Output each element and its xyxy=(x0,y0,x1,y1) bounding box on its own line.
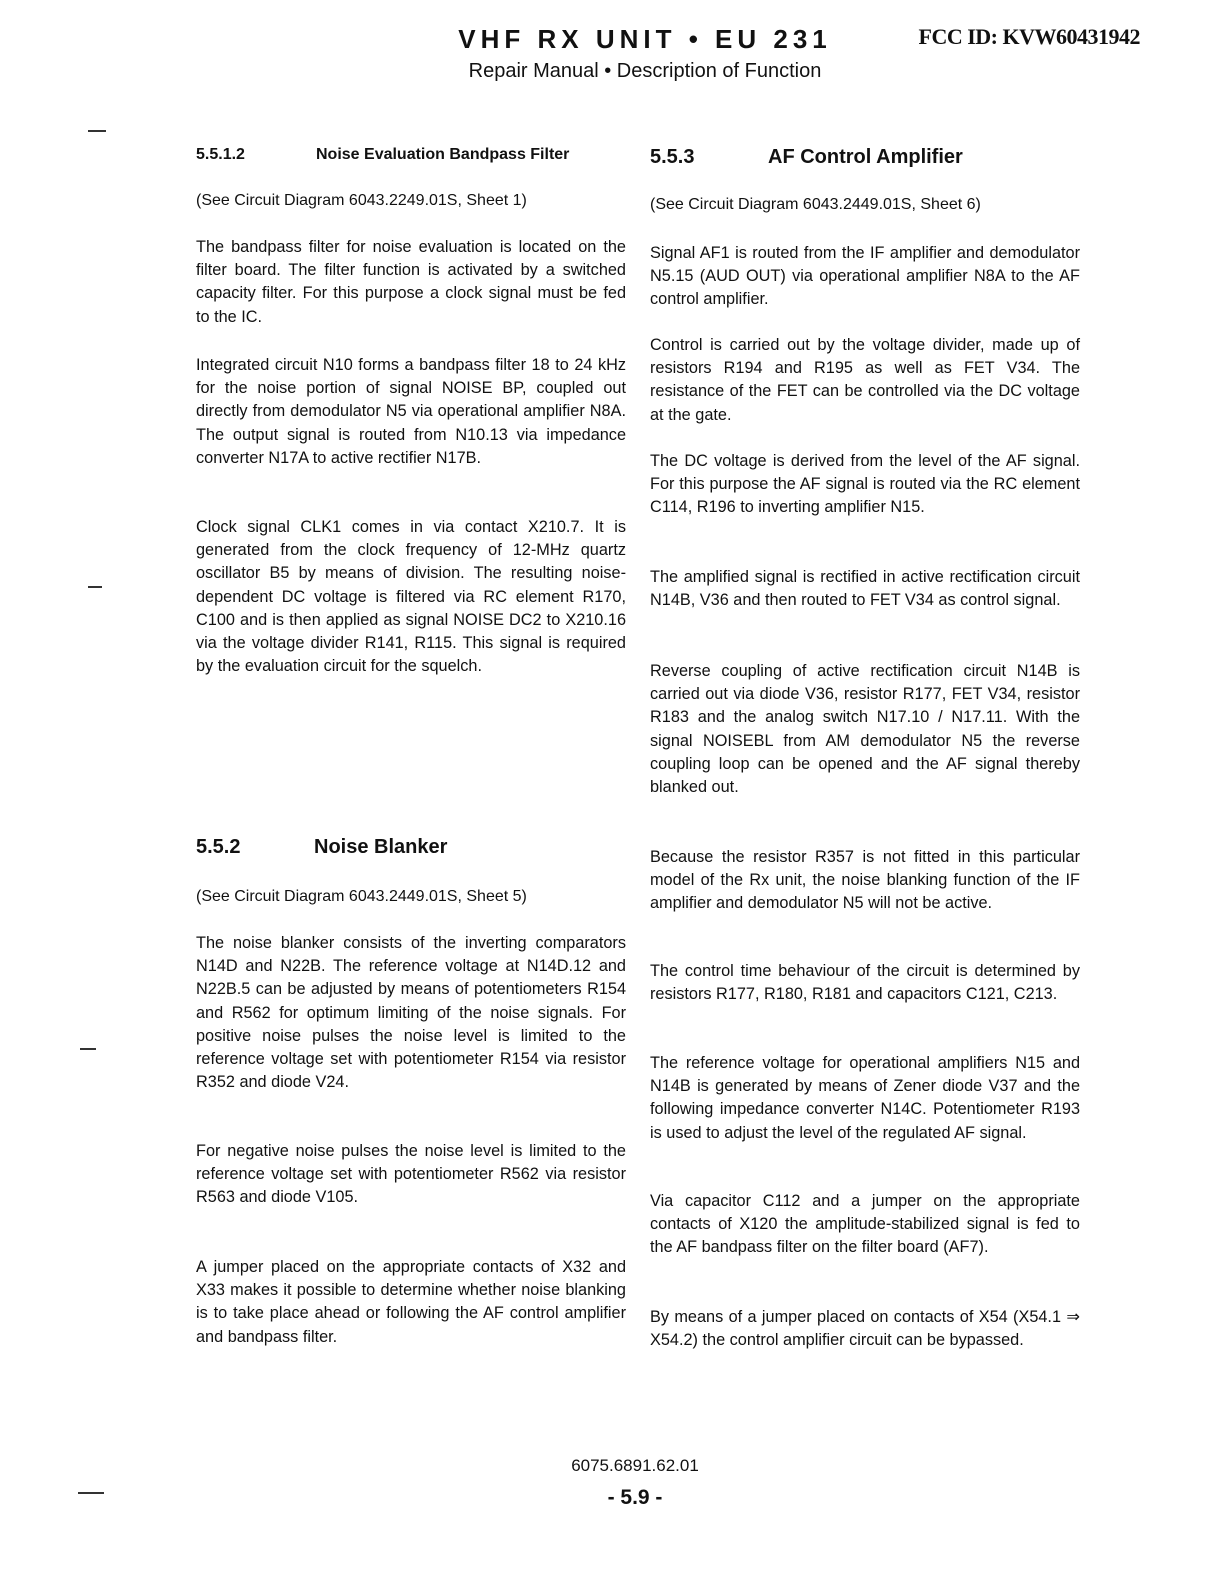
paragraph xyxy=(650,846,1080,916)
paragraph xyxy=(650,1190,1080,1260)
section-title: Noise Blanker xyxy=(314,836,448,858)
paragraph xyxy=(196,354,626,470)
paragraph-text: Reverse coupling of active rectification circuit N14B is carried out via diode V36, resistor R177, FET V34, resistor R183 and the analog switch N17.10 / N17.11. With the signal NOISEBL from AM demodulator N5 the reverse coupling loop can be opened and the AF signal thereby blanked out. xyxy=(650,662,1080,797)
page-number: - 5.9 - xyxy=(607,1486,663,1509)
paragraph-text: Control is carried out by the voltage divider, made up of resistors R194 and R195 as well as FET V34. The resistance of the FET can be controlled via the DC voltage at the gate. xyxy=(650,336,1080,424)
circuit-diagram-reference: (See Circuit Diagram 6043.2449.01S, Sheet 5) xyxy=(196,888,527,905)
section-552-heading xyxy=(196,836,626,859)
section-title: AF Control Amplifier xyxy=(768,146,963,168)
paragraph-text: The amplified signal is rectified in active rectification circuit N14B, V36 and then routed to FET V34 as control signal. xyxy=(650,568,1080,610)
circuit-diagram-reference: (See Circuit Diagram 6043.2249.01S, Sheet 1) xyxy=(196,192,527,209)
paragraph xyxy=(196,516,626,678)
section-number: 5.5.3 xyxy=(650,146,695,168)
section-5512-heading xyxy=(196,146,626,164)
scan-mark xyxy=(80,1048,96,1050)
section-title: Noise Evaluation Bandpass Filter xyxy=(316,146,570,163)
paragraph xyxy=(650,1306,1080,1352)
scan-mark xyxy=(88,130,106,132)
scan-mark xyxy=(88,586,102,588)
paragraph xyxy=(196,236,626,329)
paragraph xyxy=(650,242,1080,312)
paragraph-text: The DC voltage is derived from the level of the AF signal. For this purpose the AF signal is routed via the RC element C114, R196 to inverting amplifier N15. xyxy=(650,452,1080,517)
paragraph xyxy=(196,932,626,1094)
paragraph xyxy=(196,1140,626,1210)
paragraph-text: The bandpass filter for noise evaluation is located on the filter board. The filter function is activated by a switched capacity filter. For this purpose a clock signal must be fed to the IC. xyxy=(196,238,626,326)
section-553-heading xyxy=(650,146,1080,169)
paragraph xyxy=(650,566,1080,612)
paragraph xyxy=(650,334,1080,427)
paragraph-text: A jumper placed on the appropriate contacts of X32 and X33 makes it possible to determine whether noise blanking is to take place ahead or following the AF control amplifier and bandpass filter. xyxy=(196,1258,626,1346)
paragraph xyxy=(650,1052,1080,1145)
paragraph-text: By means of a jumper placed on contacts of X54 (X54.1 ⇒ X54.2) the control amplifier circuit can be bypassed. xyxy=(650,1308,1080,1350)
paragraph-text: For negative noise pulses the noise level is limited to the reference voltage set with potentiometer R562 via resistor R563 and diode V105. xyxy=(196,1142,626,1207)
section-number: 5.5.2 xyxy=(196,836,241,858)
paragraph xyxy=(196,1256,626,1349)
document-subtitle: Repair Manual • Description of Function xyxy=(468,60,822,82)
paragraph-text: Via capacitor C112 and a jumper on the appropriate contacts of X120 the amplitude-stabilized signal is fed to the AF bandpass filter on the filter board (AF7). xyxy=(650,1192,1080,1257)
paragraph xyxy=(650,660,1080,799)
paragraph-text: Because the resistor R357 is not fitted in this particular model of the Rx unit, the noise blanking function of the IF amplifier and demodulator N5 will not be active. xyxy=(650,848,1080,913)
paragraph-text: Integrated circuit N10 forms a bandpass filter 18 to 24 kHz for the noise portion of signal NOISE BP, coupled out directly from demodulator N5 via operational amplifier N8A. The output signal is routed from N10.13 via impedance converter N17A to active rectifier N17B. xyxy=(196,356,626,467)
paragraph xyxy=(650,450,1080,520)
paragraph-text: The noise blanker consists of the inverting comparators N14D and N22B. The reference voltage at N14D.12 and N22B.5 can be adjusted by means of potentiometers R154 and R562 for optimum limiting of the noise signals. For positive noise pulses the noise level is limited to the reference voltage set with potentiometer R154 via resistor R352 and diode V24. xyxy=(196,934,626,1092)
paragraph-text: Clock signal CLK1 comes in via contact X210.7. It is generated from the clock frequency of 12-MHz quartz oscillator B5 by means of division. The resulting noise-dependent DC voltage is filtered via RC element R170, C100 and is then applied as signal NOISE DC2 to X210.16 via the voltage divider R141, R115. This signal is required by the evaluation circuit for the squelch. xyxy=(196,518,626,676)
document-title: VHF RX UNIT • EU 231 xyxy=(458,24,832,54)
fcc-id: FCC ID: KVW60431942 xyxy=(918,24,1140,49)
circuit-diagram-reference: (See Circuit Diagram 6043.2449.01S, Sheet 6) xyxy=(650,196,981,213)
paragraph-text: Signal AF1 is routed from the IF amplifier and demodulator N5.15 (AUD OUT) via operational amplifier N8A to the AF control amplifier. xyxy=(650,244,1080,309)
paragraph-text: The reference voltage for operational amplifiers N15 and N14B is generated by means of Zener diode V37 and the following impedance converter N14C. Potentiometer R193 is used to adjust the level of the regulated AF signal. xyxy=(650,1054,1080,1142)
paragraph-text: The control time behaviour of the circuit is determined by resistors R177, R180, R181 and capacitors C121, C213. xyxy=(650,962,1080,1004)
section-number: 5.5.1.2 xyxy=(196,146,245,163)
document-number: 6075.6891.62.01 xyxy=(571,1456,699,1475)
paragraph xyxy=(650,960,1080,1006)
